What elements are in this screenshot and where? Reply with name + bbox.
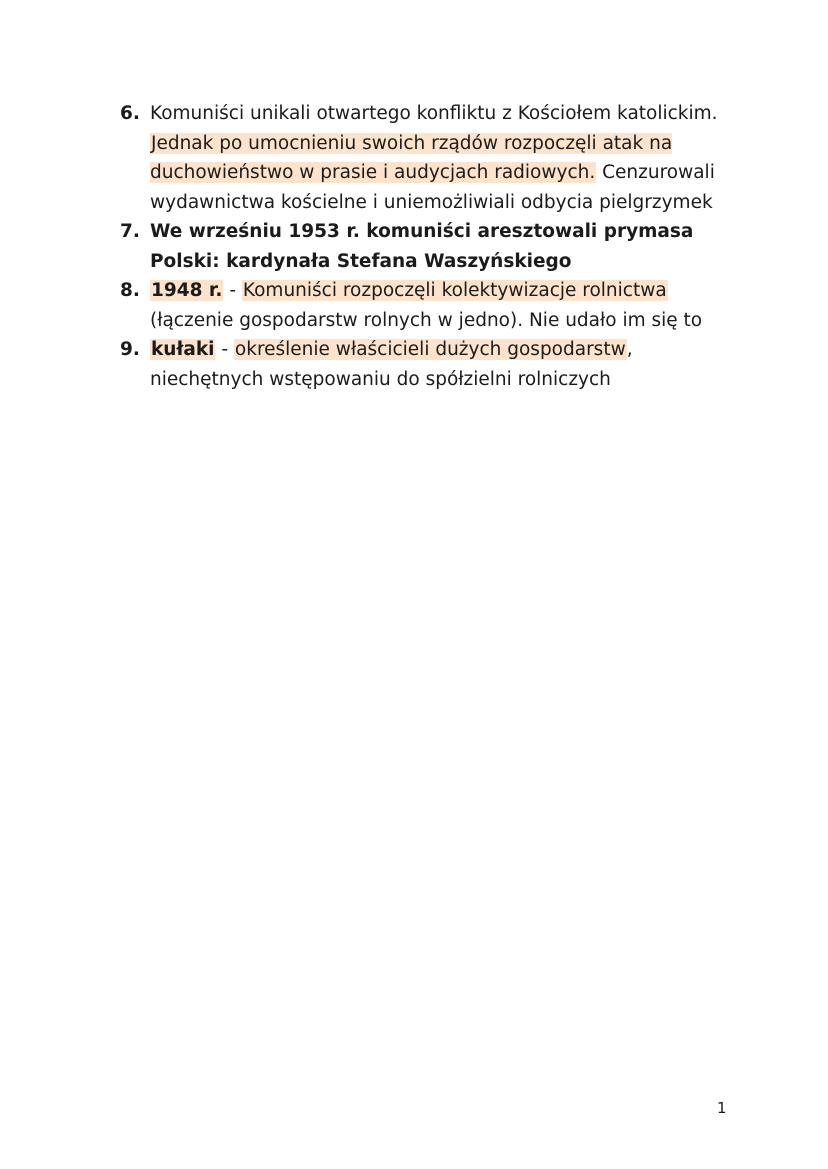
highlighted-text: określenie właścicieli dużych gospodarstw — [234, 339, 626, 360]
item-text-continued: Cenzurowali wydawnictwa kościelne i uniemożliwiali odbycia pielgrzymek — [150, 162, 715, 213]
item-text-bold: We wrześniu 1953 r. komuniści aresztowali prymasa Polski: kardynała Stefana Waszyńskiego — [150, 221, 694, 272]
highlighted-text: Jednak po umocnieniu swoich rządów rozpoczęli atak na duchowieństwo w prasie i audycjach radiowych. — [150, 132, 673, 183]
list-item-6 — [120, 99, 740, 217]
separator: - — [215, 339, 234, 360]
item-text-continued: , niechętnych wstępowaniu do spółzielni rolniczych — [150, 339, 633, 390]
item-text: Komuniści unikali otwartego konfliktu z Kościołem katolickim. — [150, 103, 718, 124]
numbered-list — [120, 99, 740, 394]
highlighted-text: Komuniści rozpoczęli kolektywizacje rolnictwa — [242, 280, 667, 301]
list-item-8 — [120, 276, 740, 335]
term-date: 1948 r. — [151, 280, 223, 301]
item-number: 6. — [120, 103, 140, 124]
item-number: 9. — [120, 339, 140, 360]
term-kulaki: kułaki — [151, 339, 215, 360]
item-number: 7. — [120, 221, 140, 242]
item-text-continued: (łączenie gospodarstw rolnych w jedno). Nie udało im się to — [150, 309, 703, 331]
separator: - — [223, 280, 242, 301]
item-number: 8. — [120, 280, 140, 301]
list-item-9 — [120, 335, 740, 394]
list-item-7 — [120, 217, 740, 276]
page-number: 1 — [717, 1099, 727, 1117]
